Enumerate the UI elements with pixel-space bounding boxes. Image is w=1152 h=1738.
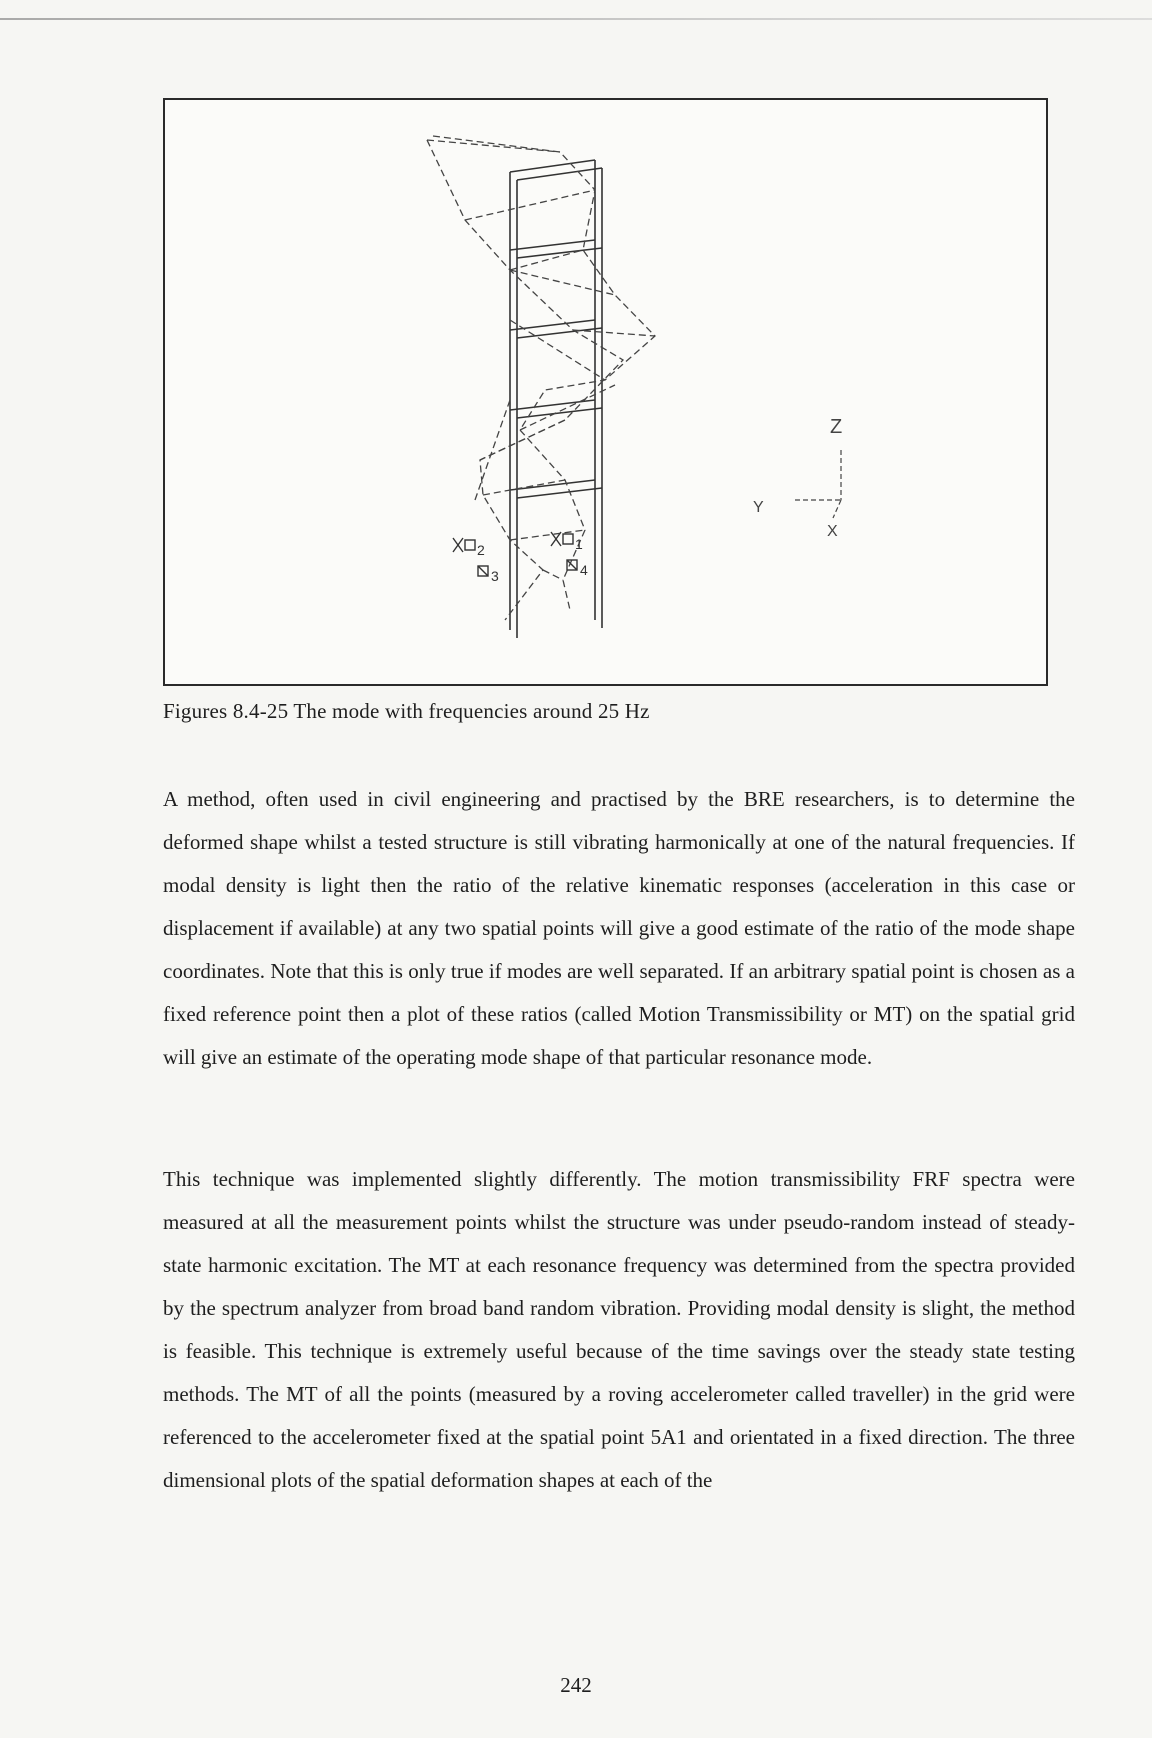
- point-label-1: 1: [575, 536, 583, 552]
- support-markers: [453, 532, 577, 576]
- top-rule: [0, 18, 1152, 20]
- axis-triad: [795, 450, 841, 518]
- point-label-2: 2: [477, 542, 485, 558]
- undeformed-frame: [510, 160, 602, 638]
- paragraph-text: This technique was implemented slightly differently. The motion transmissibility FRF spectra were measured at all the measurement points whilst the structure was under pseudo-random instead of steady-state harmonic excitation. The MT at each resonance frequency was determined from the spectra provided by the spectrum analyzer from broad band random vibration. Providing modal density is slight, the method is feasible. This technique is extremely useful because of the time savings over the steady state testing methods. The MT of all the points (measured by a roving accelerometer called traveller) in the grid were referenced to the accelerometer fixed at the spatial point 5A1 and orientated in a fixed direction. The three dimensional plots of the spatial deformation shapes at each of the: [163, 1167, 1075, 1492]
- axis-label-z: Z: [830, 416, 843, 438]
- body-paragraph-2: [163, 1158, 1075, 1502]
- paragraph-text: A method, often used in civil engineering and practised by the BRE researchers, is to determine the deformed shape whilst a tested structure is still vibrating harmonically at one of the natural frequencies. If modal density is light then the ratio of the relative kinematic responses (acceleration in this case or displacement if available) at any two spatial points will give a good estimate of the ratio of the mode shape coordinates. Note that this is only true if modes are well separated. If an arbitrary spatial point is chosen as a fixed reference point then a plot of these ratios (called Motion Transmissibility or MT) on the spatial grid will give an estimate of the operating mode shape of that particular resonance mode.: [163, 787, 1075, 1069]
- axis-label-x: X: [827, 523, 838, 540]
- point-label-4: 4: [580, 562, 588, 578]
- body-paragraph-1: [163, 778, 1075, 1079]
- figure-frame: [163, 98, 1048, 686]
- figure-caption: Figures 8.4-25 The mode with frequencies around 25 Hz: [163, 699, 650, 723]
- deformed-mode-shape: [427, 136, 655, 620]
- page-number: 242: [560, 1673, 592, 1697]
- axis-label-y: Y: [753, 499, 764, 516]
- point-label-3: 3: [491, 568, 499, 584]
- mode-shape-diagram: [165, 100, 1046, 684]
